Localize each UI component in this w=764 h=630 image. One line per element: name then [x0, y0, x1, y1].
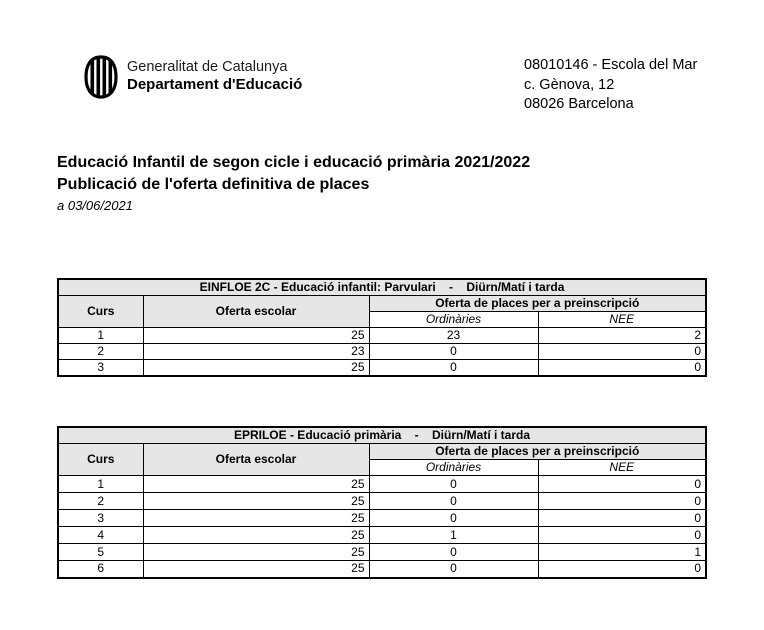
- table-row: [58, 544, 706, 561]
- cell-ordinaries: 0: [369, 561, 538, 578]
- col-header-curs: Curs: [58, 444, 143, 476]
- table-title: EPRILOE - Educació primària - Diürn/Matí i tarda: [58, 427, 706, 444]
- school-city: 08026 Barcelona: [524, 96, 634, 112]
- school-block: [524, 56, 697, 115]
- table-educacio-primaria: [57, 426, 707, 579]
- cell-oferta: 25: [143, 328, 369, 344]
- doc-date: a 03/06/2021: [57, 198, 133, 213]
- table-title: EINFLOE 2C - Educació infantil: Parvulari - Diürn/Matí i tarda: [58, 279, 706, 296]
- cell-curs: 6: [58, 561, 143, 578]
- cell-ordinaries: 0: [369, 544, 538, 561]
- cell-curs: 3: [58, 510, 143, 527]
- doc-title-line2: Publicació de l'oferta definitiva de places: [57, 176, 370, 193]
- cell-ordinaries: 0: [369, 493, 538, 510]
- table-row: [58, 328, 706, 344]
- cell-nee: 0: [538, 510, 706, 527]
- org-name: Generalitat de Catalunya: [127, 59, 288, 75]
- cell-oferta: 25: [143, 561, 369, 578]
- table-row: [58, 344, 706, 360]
- cell-curs: 1: [58, 476, 143, 493]
- col-header-oferta-escolar: Oferta escolar: [143, 444, 369, 476]
- col-header-preinscripcio: Oferta de places per a preinscripció: [369, 296, 706, 312]
- school-street: c. Gènova, 12: [524, 76, 615, 93]
- generalitat-logo-icon: [84, 55, 118, 99]
- cell-oferta: 25: [143, 544, 369, 561]
- org-text: [127, 55, 302, 94]
- table-row: [58, 561, 706, 578]
- cell-ordinaries: 1: [369, 527, 538, 544]
- cell-curs: 1: [58, 328, 143, 344]
- cell-ordinaries: 0: [369, 344, 538, 360]
- table-row: [58, 360, 706, 377]
- cell-nee: 0: [538, 344, 706, 360]
- cell-oferta: 25: [143, 510, 369, 527]
- cell-nee: 0: [538, 476, 706, 493]
- org-department: Departament d'Educació: [127, 76, 303, 93]
- cell-nee: 1: [538, 544, 706, 561]
- cell-oferta: 25: [143, 493, 369, 510]
- cell-oferta: 25: [143, 360, 369, 377]
- table-row: [58, 476, 706, 493]
- col-header-preinscripcio: Oferta de places per a preinscripció: [369, 444, 706, 460]
- cell-nee: 0: [538, 561, 706, 578]
- col-header-curs: Curs: [58, 296, 143, 328]
- cell-curs: 4: [58, 527, 143, 544]
- cell-curs: 2: [58, 493, 143, 510]
- table-row: [58, 510, 706, 527]
- col-header-ordinaries: Ordinàries: [369, 460, 538, 476]
- cell-oferta: 25: [143, 476, 369, 493]
- table-row: [58, 493, 706, 510]
- org-block: [84, 55, 302, 99]
- cell-nee: 2: [538, 328, 706, 344]
- col-header-nee: NEE: [538, 460, 706, 476]
- cell-curs: 3: [58, 360, 143, 377]
- table-educacio-infantil: [57, 278, 707, 377]
- cell-ordinaries: 0: [369, 510, 538, 527]
- cell-nee: 0: [538, 527, 706, 544]
- cell-ordinaries: 0: [369, 360, 538, 377]
- col-header-oferta-escolar: Oferta escolar: [143, 296, 369, 328]
- cell-ordinaries: 23: [369, 328, 538, 344]
- doc-title-line1: Educació Infantil de segon cicle i educació primària 2021/2022: [57, 154, 531, 171]
- table-row: [58, 527, 706, 544]
- col-header-ordinaries: Ordinàries: [369, 312, 538, 328]
- cell-nee: 0: [538, 360, 706, 377]
- col-header-nee: NEE: [538, 312, 706, 328]
- cell-curs: 2: [58, 344, 143, 360]
- school-code: 08010146 - Escola del Mar: [524, 57, 698, 73]
- cell-nee: 0: [538, 493, 706, 510]
- cell-oferta: 23: [143, 344, 369, 360]
- cell-oferta: 25: [143, 527, 369, 544]
- cell-ordinaries: 0: [369, 476, 538, 493]
- document-titles: [57, 152, 530, 213]
- cell-curs: 5: [58, 544, 143, 561]
